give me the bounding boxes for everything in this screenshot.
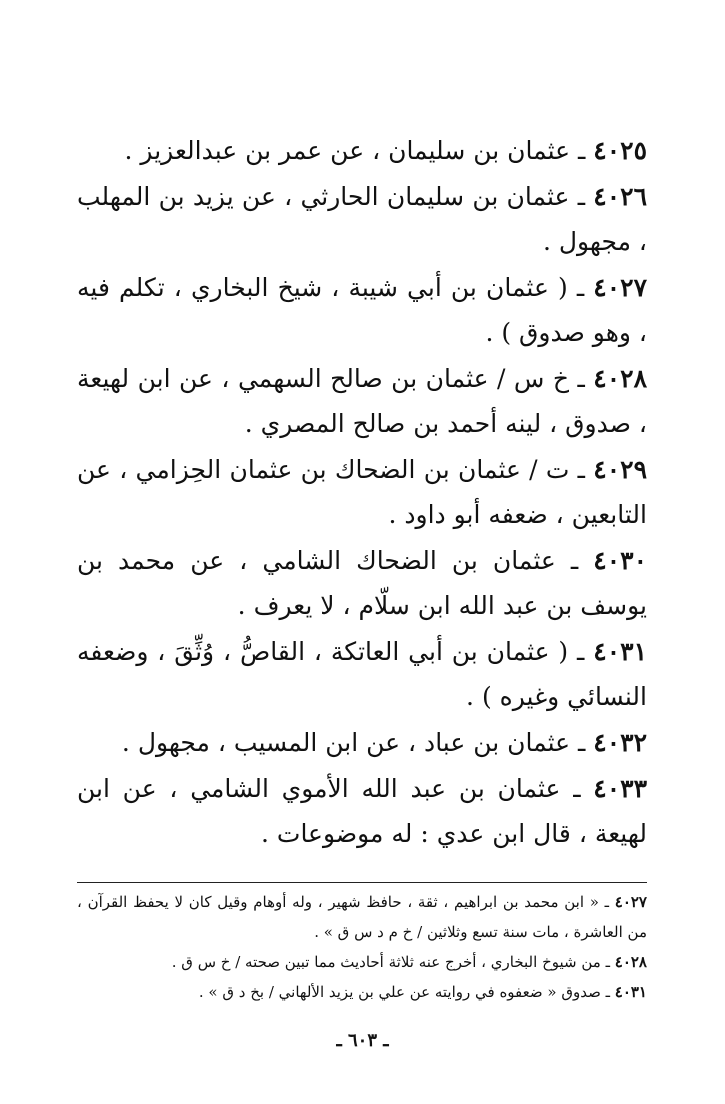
footnote-text: ـ « ابن محمد بن ابراهيم ، ثقة ، حافظ شهير ، وله أوهام وقيل كان لا يحفظ القرآن ، من العاشرة ، مات سنة تسع وثلاثين / خ م د س ق » . xyxy=(77,893,647,941)
entry-4030 xyxy=(77,538,647,628)
entry-number: ٤٠٣١ xyxy=(593,637,647,666)
footnote-4028 xyxy=(77,947,647,977)
entry-text: ـ عثمان بن عبد الله الأموي الشامي ، عن ابن لهيعة ، قال ابن عدي : له موضوعات . xyxy=(77,774,647,848)
footnote-4031 xyxy=(77,977,647,1007)
entry-number: ٤٠٢٨ xyxy=(593,364,647,393)
entry-number: ٤٠٢٩ xyxy=(593,455,647,484)
entry-4027 xyxy=(77,265,647,355)
entry-number: ٤٠٢٥ xyxy=(593,136,647,165)
entry-text: ـ عثمان بن سليمان الحارثي ، عن يزيد بن المهلب ، مجهول . xyxy=(77,182,647,256)
entry-number: ٤٠٣٣ xyxy=(593,774,647,803)
footnote-number: ٤٠٢٧ xyxy=(614,893,647,911)
page-number: ـ ٦٠٣ ـ xyxy=(336,1030,389,1051)
entry-4028 xyxy=(77,356,647,446)
entry-text: ـ ت / عثمان بن الضحاك بن عثمان الحِزامي ، عن التابعين ، ضعفه أبو داود . xyxy=(77,455,647,529)
footnote-text: ـ صدوق « ضعفوه في روايته عن علي بن يزيد الألهاني / بخ د ق » . xyxy=(198,983,610,1001)
entry-4032 xyxy=(77,720,647,765)
footnote-divider xyxy=(77,882,647,883)
entry-number: ٤٠٢٧ xyxy=(593,273,647,302)
entry-text: ـ عثمان بن الضحاك الشامي ، عن محمد بن يوسف بن عبد الله ابن سلّام ، لا يعرف . xyxy=(77,546,647,620)
entry-text: ـ ( عثمان بن أبي العاتكة ، القاصُّ ، وُثِّقَ ، وضعفه النسائي وغيره ) . xyxy=(77,637,647,711)
entry-text: ـ عثمان بن عباد ، عن ابن المسيب ، مجهول . xyxy=(121,728,586,757)
entry-number: ٤٠٣٢ xyxy=(593,728,647,757)
footnotes xyxy=(77,887,647,1007)
footnote-text: ـ من شيوخ البخاري ، أخرج عنه ثلاثة أحاديث مما تبين صحته / خ س ق . xyxy=(171,953,610,971)
entry-4026 xyxy=(77,174,647,264)
entry-4029 xyxy=(77,447,647,537)
entry-4033 xyxy=(77,766,647,856)
entry-number: ٤٠٣٠ xyxy=(593,546,647,575)
main-text xyxy=(77,128,647,857)
entry-number: ٤٠٢٦ xyxy=(593,182,647,211)
entry-text: ـ ( عثمان بن أبي شيبة ، شيخ البخاري ، تكلم فيه ، وهو صدوق ) . xyxy=(77,273,647,347)
entry-4031 xyxy=(77,629,647,719)
entry-text: ـ خ س / عثمان بن صالح السهمي ، عن ابن لهيعة ، صدوق ، لينه أحمد بن صالح المصري . xyxy=(77,364,647,438)
footnote-4027 xyxy=(77,887,647,947)
entry-4025 xyxy=(77,128,647,173)
footnote-number: ٤٠٢٨ xyxy=(614,953,647,971)
entry-text: ـ عثمان بن سليمان ، عن عمر بن عبدالعزيز . xyxy=(124,136,586,165)
footnote-number: ٤٠٣١ xyxy=(614,983,647,1001)
